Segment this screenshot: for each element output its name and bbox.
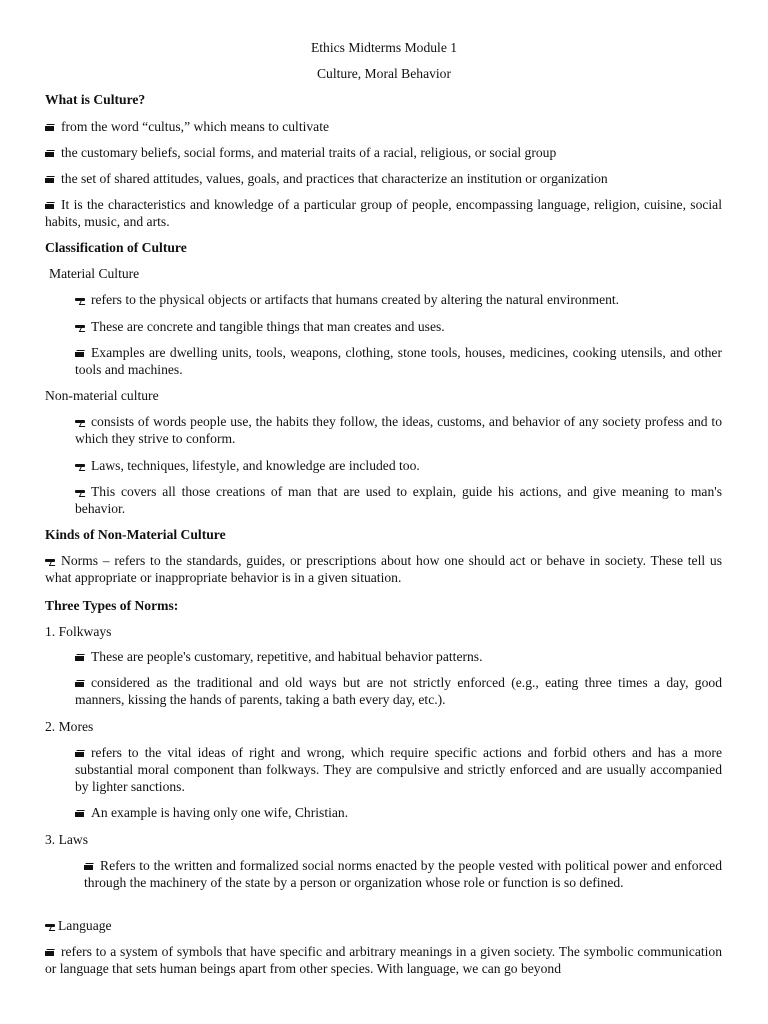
subheading-non-material-culture: Non-material culture bbox=[45, 388, 159, 403]
subheading-folkways: 1. Folkways bbox=[45, 624, 112, 639]
bullet-icon bbox=[75, 297, 85, 305]
list-item: refers to the vital ideas of right and wrong, which require specific actions and forbid others and has a more substantial moral component than folkways. They are compulsive and strictly enforced and are usually accompanied by lighter sanctions. bbox=[75, 745, 722, 794]
bullet-icon bbox=[75, 489, 85, 497]
list-item: refers to the physical objects or artifacts that humans created by altering the natural environment. bbox=[75, 291, 619, 308]
paragraph-norms: Norms – refers to the standards, guides, or prescriptions about how one should act or behave in society. These tell us what appropriate or inappropriate behavior is in a given situation. bbox=[45, 553, 722, 585]
list-item: Laws, techniques, lifestyle, and knowledge are included too. bbox=[75, 457, 420, 474]
section-heading-classification: Classification of Culture bbox=[45, 240, 187, 255]
bullet-icon bbox=[45, 202, 55, 210]
bullet-icon bbox=[45, 923, 55, 931]
section-heading-what-is-culture: What is Culture? bbox=[45, 92, 146, 107]
bullet-icon bbox=[84, 863, 94, 871]
subheading-mores: 2. Mores bbox=[45, 719, 94, 734]
list-item: the customary beliefs, social forms, and material traits of a racial, religious, or social group bbox=[45, 144, 556, 161]
section-heading-kinds: Kinds of Non-Material Culture bbox=[45, 527, 226, 542]
list-item: This covers all those creations of man that are used to explain, guide his actions, and give meaning to man's behavior. bbox=[75, 484, 722, 516]
list-item: the set of shared attitudes, values, goals, and practices that characterize an institution or organization bbox=[45, 170, 608, 187]
list-item: considered as the traditional and old ways but are not strictly enforced (e.g., eating three times a day, good manners, kissing the hands of parents, taking a bath every day, etc.). bbox=[75, 675, 722, 707]
bullet-icon bbox=[75, 810, 85, 818]
subheading-material-culture: Material Culture bbox=[49, 266, 140, 281]
list-item: An example is having only one wife, Christian. bbox=[75, 804, 348, 821]
bullet-icon bbox=[75, 324, 85, 332]
bullet-icon bbox=[75, 350, 85, 358]
bullet-icon bbox=[75, 680, 85, 688]
paragraph-language: refers to a system of symbols that have specific and arbitrary meanings in a given society. The symbolic communication or language that sets human beings apart from other species. With language, we can go beyond bbox=[45, 944, 722, 976]
document-subtitle: Culture, Moral Behavior bbox=[316, 66, 452, 81]
list-item: These are concrete and tangible things that man creates and uses. bbox=[75, 318, 445, 335]
document-title: Ethics Midterms Module 1 bbox=[310, 40, 458, 55]
bullet-icon bbox=[45, 150, 55, 158]
subheading-language: Language bbox=[45, 917, 112, 934]
bullet-icon bbox=[75, 654, 85, 662]
section-heading-three-types: Three Types of Norms: bbox=[45, 598, 179, 613]
bullet-icon bbox=[75, 419, 85, 427]
bullet-icon bbox=[45, 176, 55, 184]
bullet-icon bbox=[45, 124, 55, 132]
subheading-laws: 3. Laws bbox=[45, 832, 89, 847]
bullet-icon bbox=[45, 949, 55, 957]
list-item: It is the characteristics and knowledge of a particular group of people, encompassing language, religion, cuisine, social habits, music, and arts. bbox=[45, 197, 722, 229]
bullet-icon bbox=[75, 750, 85, 758]
list-item: consists of words people use, the habits they follow, the ideas, customs, and behavior of any society profess and to which they strive to conform. bbox=[75, 414, 722, 446]
bullet-icon bbox=[45, 558, 55, 566]
list-item: from the word “cultus,” which means to cultivate bbox=[45, 118, 329, 135]
list-item: These are people's customary, repetitive, and habitual behavior patterns. bbox=[75, 648, 482, 665]
list-item: Examples are dwelling units, tools, weapons, clothing, stone tools, houses, medicines, cooking utensils, and other tools and machines. bbox=[75, 345, 722, 377]
list-item: Refers to the written and formalized social norms enacted by the people vested with political power and enforced through the machinery of the state by a person or organization whose role or function is so defined. bbox=[84, 858, 722, 890]
bullet-icon bbox=[75, 463, 85, 471]
